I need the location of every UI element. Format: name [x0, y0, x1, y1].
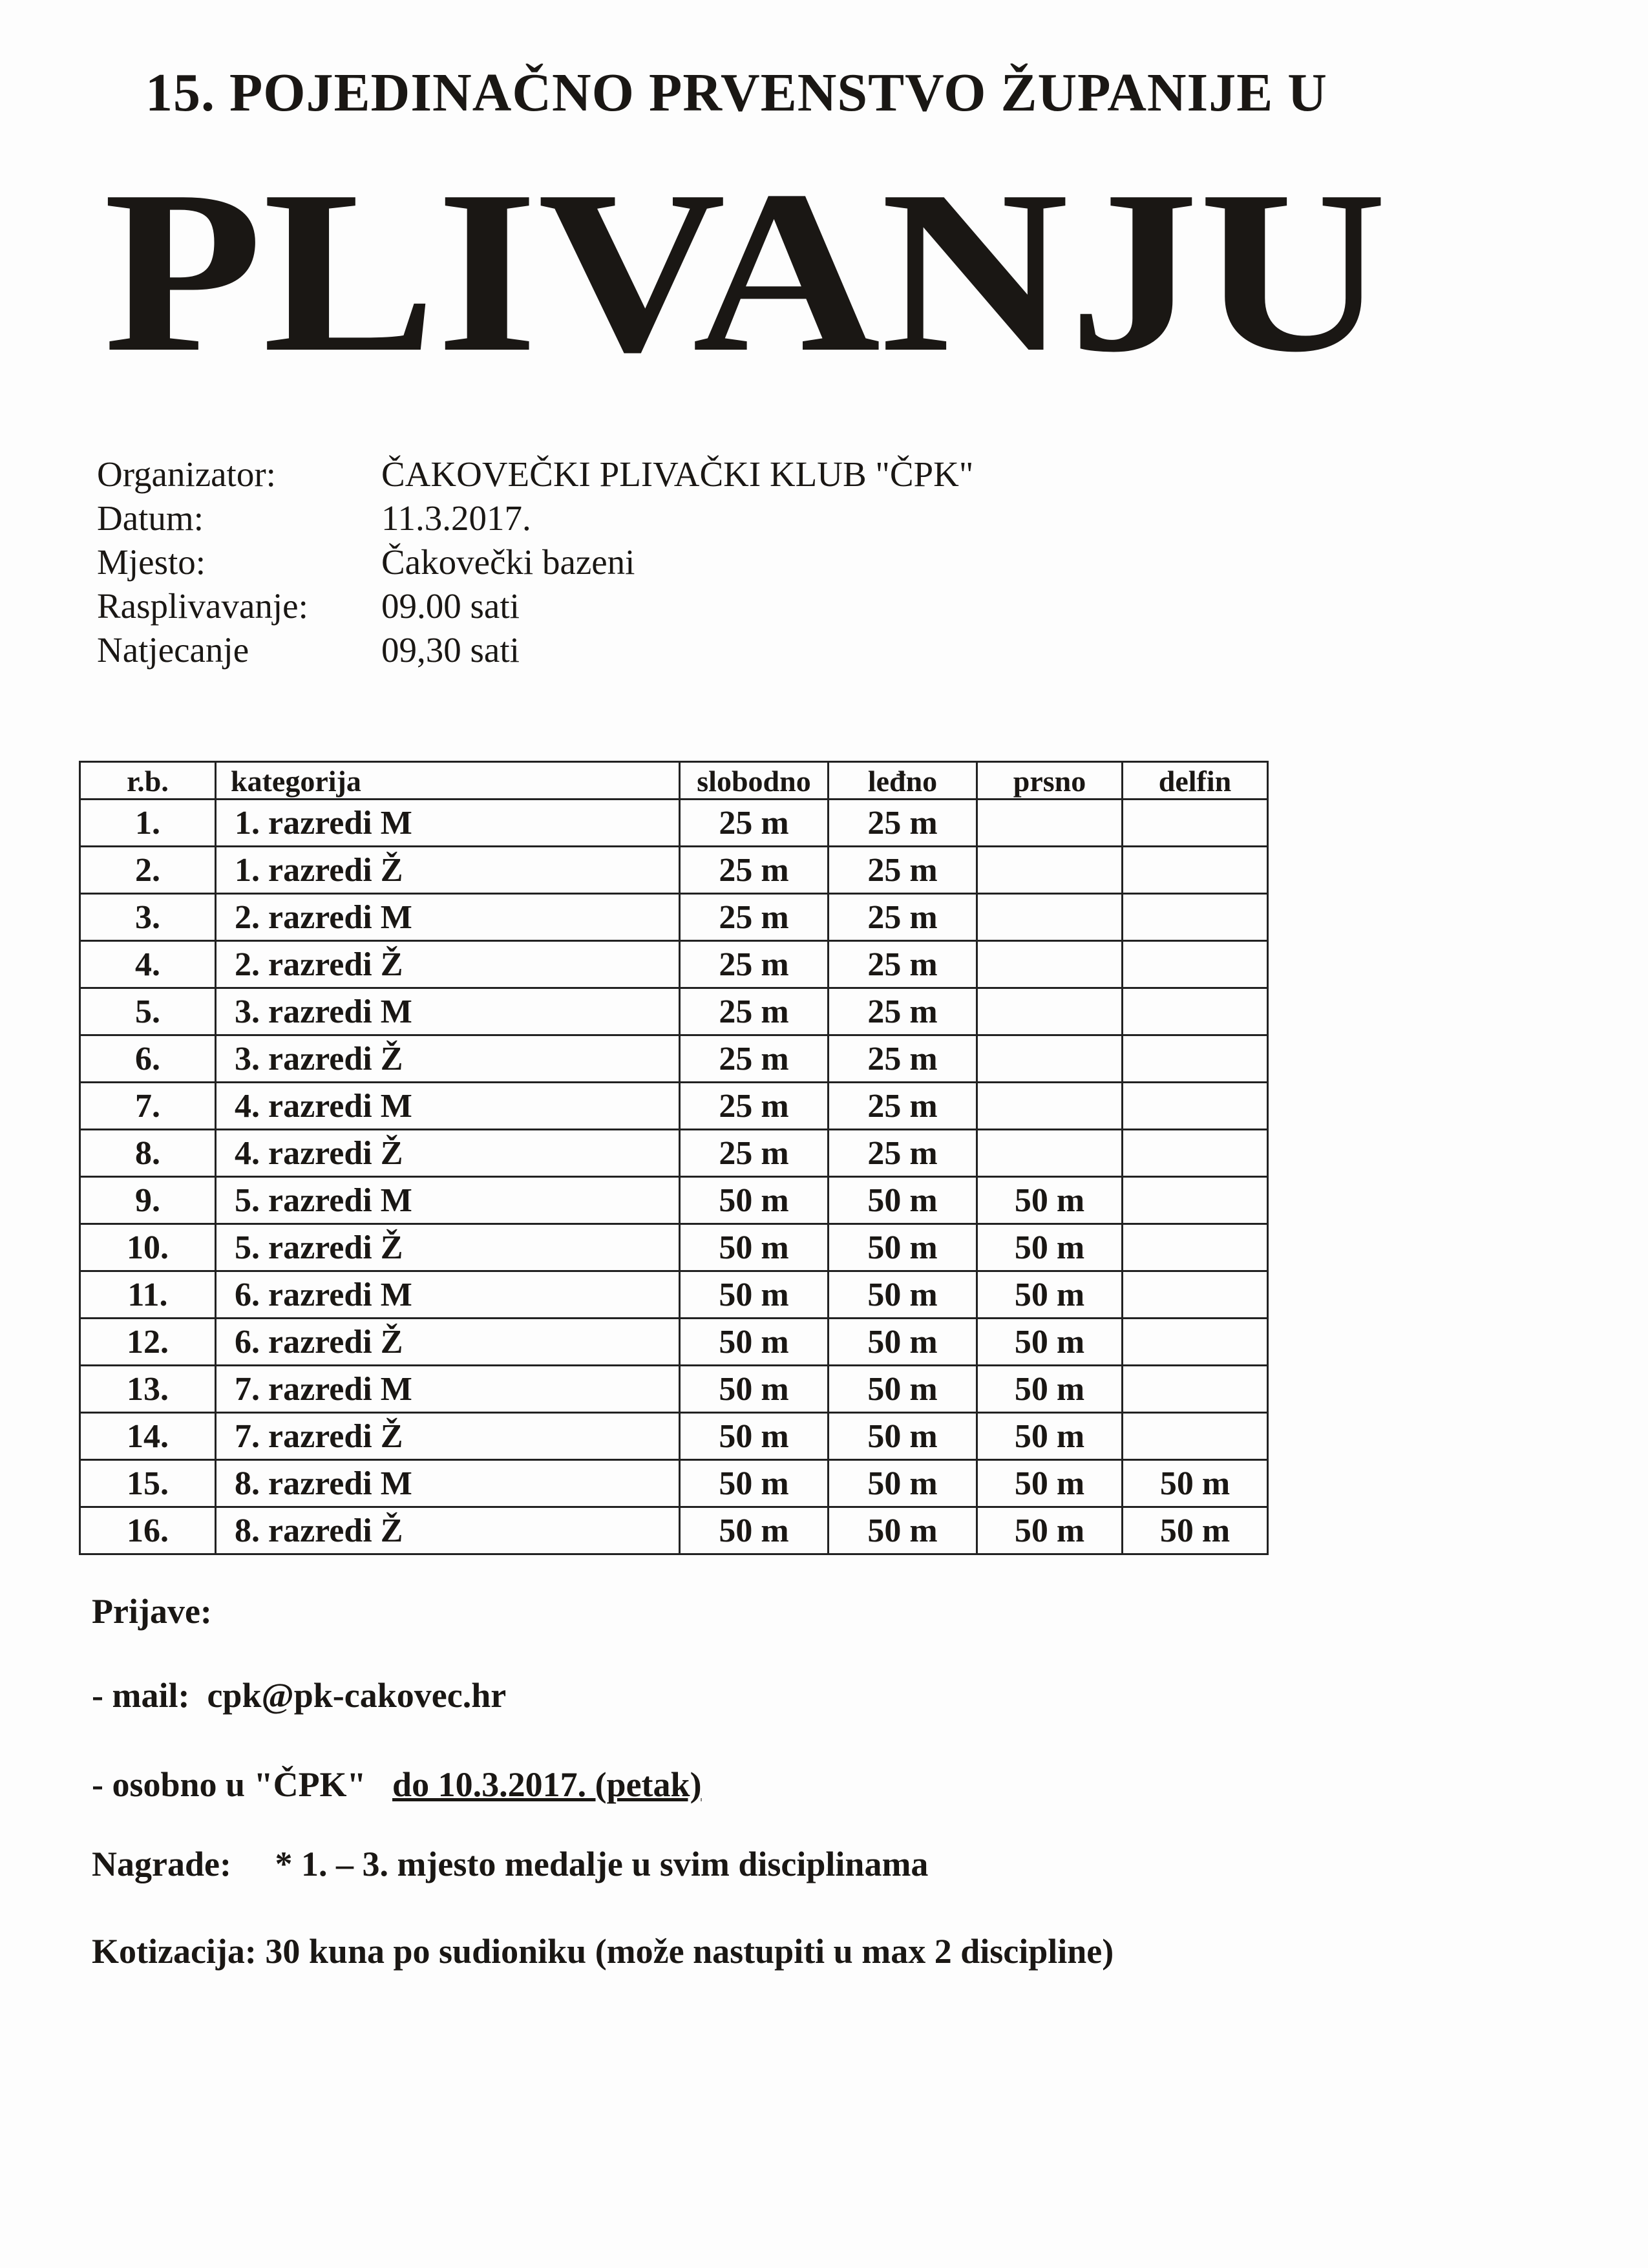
cell-ledno: 50 m	[829, 1460, 977, 1507]
info-value: 11.3.2017.	[381, 498, 531, 538]
nagrade-text: * 1. – 3. mjesto medalje u svim disciplinama	[275, 1845, 929, 1883]
mail-label: - mail:	[92, 1676, 190, 1715]
cell-delfin	[1123, 1271, 1268, 1319]
cell-ledno: 50 m	[829, 1366, 977, 1413]
cell-kategorija: 1. razredi M	[216, 800, 680, 847]
cell-rb: 7.	[80, 1083, 216, 1130]
cell-kategorija: 5. razredi M	[216, 1177, 680, 1224]
cell-rb: 16.	[80, 1507, 216, 1554]
cell-rb: 10.	[80, 1224, 216, 1271]
cell-rb: 14.	[80, 1413, 216, 1460]
cell-delfin	[1123, 1035, 1268, 1083]
info-label: Datum:	[97, 498, 204, 538]
cell-ledno: 50 m	[829, 1224, 977, 1271]
cell-slobodno: 50 m	[680, 1271, 829, 1319]
info-label: Mjesto:	[97, 542, 206, 582]
table-row	[80, 1130, 1268, 1177]
cell-prsno	[977, 1083, 1123, 1130]
cell-slobodno: 50 m	[680, 1366, 829, 1413]
cell-rb: 5.	[80, 988, 216, 1035]
info-value: 09,30 sati	[381, 630, 520, 670]
cell-slobodno: 25 m	[680, 894, 829, 941]
cell-delfin	[1123, 1083, 1268, 1130]
table-header-row	[80, 762, 1268, 800]
cell-kategorija: 8. razredi M	[216, 1460, 680, 1507]
table-row	[80, 1224, 1268, 1271]
cell-kategorija: 1. razredi Ž	[216, 847, 680, 894]
cell-prsno: 50 m	[977, 1271, 1123, 1319]
cell-rb: 15.	[80, 1460, 216, 1507]
table-row	[80, 1460, 1268, 1507]
table-row	[80, 1177, 1268, 1224]
table-row	[80, 1319, 1268, 1366]
cell-ledno: 50 m	[829, 1271, 977, 1319]
header-slobodno: slobodno	[680, 762, 829, 800]
info-label: Organizator:	[97, 454, 276, 494]
cell-prsno	[977, 894, 1123, 941]
prijave-heading: Prijave:	[92, 1592, 212, 1631]
cell-prsno	[977, 800, 1123, 847]
categories-table	[79, 761, 1269, 1555]
cell-prsno	[977, 1130, 1123, 1177]
info-value: ČAKOVEČKI PLIVAČKI KLUB "ČPK"	[381, 454, 974, 494]
cell-kategorija: 6. razredi Ž	[216, 1319, 680, 1366]
cell-ledno: 50 m	[829, 1413, 977, 1460]
table-row	[80, 1366, 1268, 1413]
cell-ledno: 25 m	[829, 1130, 977, 1177]
cell-slobodno: 50 m	[680, 1177, 829, 1224]
cell-prsno	[977, 941, 1123, 988]
header-prsno: prsno	[977, 762, 1123, 800]
cell-kategorija: 3. razredi M	[216, 988, 680, 1035]
cell-kategorija: 4. razredi M	[216, 1083, 680, 1130]
cell-delfin	[1123, 847, 1268, 894]
table-row	[80, 988, 1268, 1035]
table-row	[80, 1083, 1268, 1130]
cell-kategorija: 7. razredi Ž	[216, 1413, 680, 1460]
table-row	[80, 847, 1268, 894]
cell-rb: 13.	[80, 1366, 216, 1413]
cell-delfin	[1123, 1177, 1268, 1224]
cell-kategorija: 5. razredi Ž	[216, 1224, 680, 1271]
cell-ledno: 50 m	[829, 1319, 977, 1366]
cell-delfin	[1123, 1413, 1268, 1460]
nagrade-line	[92, 1844, 928, 1884]
table-row	[80, 1413, 1268, 1460]
cell-delfin	[1123, 800, 1268, 847]
cell-kategorija: 2. razredi M	[216, 894, 680, 941]
cell-delfin	[1123, 1130, 1268, 1177]
cell-prsno	[977, 988, 1123, 1035]
nagrade-label: Nagrade:	[92, 1845, 231, 1883]
cell-ledno: 25 m	[829, 800, 977, 847]
cell-delfin	[1123, 988, 1268, 1035]
prijave-mail-line	[92, 1675, 506, 1715]
cell-rb: 3.	[80, 894, 216, 941]
info-value: Čakovečki bazeni	[381, 542, 635, 582]
cell-delfin: 50 m	[1123, 1460, 1268, 1507]
cell-rb: 8.	[80, 1130, 216, 1177]
cell-prsno: 50 m	[977, 1319, 1123, 1366]
info-label: Rasplivavanje:	[97, 586, 308, 626]
cell-delfin	[1123, 1224, 1268, 1271]
cell-kategorija: 2. razredi Ž	[216, 941, 680, 988]
cell-slobodno: 50 m	[680, 1319, 829, 1366]
table-row	[80, 941, 1268, 988]
cell-rb: 11.	[80, 1271, 216, 1319]
cell-prsno: 50 m	[977, 1507, 1123, 1554]
cell-slobodno: 50 m	[680, 1413, 829, 1460]
cell-prsno: 50 m	[977, 1366, 1123, 1413]
table-row	[80, 1035, 1268, 1083]
cell-kategorija: 7. razredi M	[216, 1366, 680, 1413]
cell-rb: 2.	[80, 847, 216, 894]
cell-delfin	[1123, 1319, 1268, 1366]
header-delfin: delfin	[1123, 762, 1268, 800]
prijave-osobno-line	[92, 1765, 702, 1805]
info-label: Natjecanje	[97, 630, 249, 670]
cell-slobodno: 50 m	[680, 1507, 829, 1554]
cell-rb: 12.	[80, 1319, 216, 1366]
cell-kategorija: 8. razredi Ž	[216, 1507, 680, 1554]
cell-slobodno: 25 m	[680, 847, 829, 894]
cell-ledno: 25 m	[829, 941, 977, 988]
cell-prsno: 50 m	[977, 1224, 1123, 1271]
table-row	[80, 1271, 1268, 1319]
cell-delfin	[1123, 894, 1268, 941]
cell-delfin	[1123, 941, 1268, 988]
header-kategorija: kategorija	[216, 762, 680, 800]
cell-rb: 6.	[80, 1035, 216, 1083]
cell-ledno: 25 m	[829, 894, 977, 941]
cell-kategorija: 6. razredi M	[216, 1271, 680, 1319]
cell-kategorija: 4. razredi Ž	[216, 1130, 680, 1177]
title-line-2: PLIVANJU	[103, 142, 1388, 400]
table-row	[80, 800, 1268, 847]
cell-prsno	[977, 847, 1123, 894]
cell-prsno: 50 m	[977, 1460, 1123, 1507]
osobno-label: - osobno u "ČPK"	[92, 1765, 366, 1804]
table-row	[80, 894, 1268, 941]
cell-ledno: 25 m	[829, 1035, 977, 1083]
mail-link[interactable]: cpk@pk-cakovec.hr	[207, 1676, 507, 1715]
cell-prsno	[977, 1035, 1123, 1083]
cell-slobodno: 50 m	[680, 1460, 829, 1507]
cell-slobodno: 25 m	[680, 1130, 829, 1177]
table-row	[80, 1507, 1268, 1554]
cell-ledno: 50 m	[829, 1507, 977, 1554]
info-value: 09.00 sati	[381, 586, 520, 626]
cell-ledno: 25 m	[829, 1083, 977, 1130]
cell-ledno: 25 m	[829, 847, 977, 894]
kotizacija-line: Kotizacija: 30 kuna po sudioniku (može nastupiti u max 2 discipline)	[92, 1932, 1114, 1971]
cell-rb: 1.	[80, 800, 216, 847]
cell-slobodno: 25 m	[680, 988, 829, 1035]
cell-rb: 9.	[80, 1177, 216, 1224]
cell-rb: 4.	[80, 941, 216, 988]
cell-prsno: 50 m	[977, 1413, 1123, 1460]
cell-kategorija: 3. razredi Ž	[216, 1035, 680, 1083]
osobno-deadline: do 10.3.2017. (petak)	[392, 1765, 702, 1804]
cell-slobodno: 50 m	[680, 1224, 829, 1271]
cell-slobodno: 25 m	[680, 800, 829, 847]
header-ledno: leđno	[829, 762, 977, 800]
header-rb: r.b.	[80, 762, 216, 800]
cell-ledno: 25 m	[829, 988, 977, 1035]
cell-delfin	[1123, 1366, 1268, 1413]
cell-slobodno: 25 m	[680, 941, 829, 988]
cell-slobodno: 25 m	[680, 1035, 829, 1083]
cell-delfin: 50 m	[1123, 1507, 1268, 1554]
cell-prsno: 50 m	[977, 1177, 1123, 1224]
cell-ledno: 50 m	[829, 1177, 977, 1224]
title-line-1: 15. POJEDINAČNO PRVENSTVO ŽUPANIJE U	[145, 63, 1327, 123]
cell-slobodno: 25 m	[680, 1083, 829, 1130]
